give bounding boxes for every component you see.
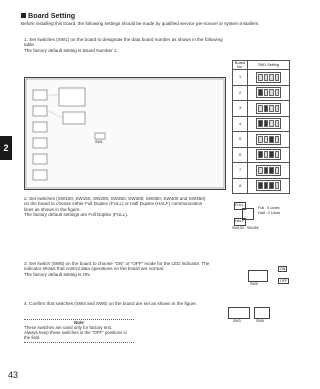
sw6-switch — [254, 307, 270, 319]
duplex-switch-figure — [232, 202, 294, 236]
sw3-sw6-figure — [228, 307, 278, 329]
board-number-table — [232, 60, 290, 194]
intro-text: Before installing this board, the following settings should be made by qualified service per-sonnel or system installers. — [21, 21, 260, 26]
row-board-no: 6 — [233, 147, 248, 163]
sw1-dip — [248, 147, 290, 163]
off-label: OFF — [280, 279, 287, 283]
sw5-switch — [248, 270, 268, 282]
on-label: ON — [280, 267, 286, 271]
sw3-switch — [228, 307, 250, 319]
row-board-no: 3 — [233, 101, 248, 117]
sw6-caption: SW6 — [256, 319, 264, 323]
note-line: Always keep these switches in the "OFF" positions in the field. — [24, 330, 127, 340]
full-label: FULL — [234, 202, 246, 210]
sw1-dip — [248, 163, 290, 179]
sw1-dip — [248, 116, 290, 132]
duplex-legend: Full : 4 Lines Half : 2 Lines — [258, 206, 281, 215]
row-board-no: 4 — [233, 116, 248, 132]
sw1-dip — [248, 70, 290, 86]
half-label: HALF — [234, 218, 246, 226]
page-number: 43 — [8, 370, 19, 380]
sw1-dip — [248, 178, 290, 194]
note-title: Note — [24, 319, 134, 325]
duplex-caption: SW100 - SW450 — [232, 226, 259, 230]
step-3: 3. Set switch (SW5) on the board to choose "ON" or "OFF" mode for the LED indicator. The indicator shows that control data operations on the board are normal. The factory default setting is ON. — [24, 261, 210, 277]
step-1: 1. Set switches (SW1) on the board to designate the data board number as shown in the following table. The factory default setting is Board Number 1. — [24, 37, 223, 53]
row-board-no: 1 — [233, 70, 248, 86]
step-4: 4. Confirm that switches (SW3 and SW6) on the board are set as shown in the figure. — [24, 301, 198, 306]
sw1-label: SW1 — [95, 140, 103, 144]
board-diagram — [24, 77, 226, 190]
sw3-caption: SW3 — [233, 319, 241, 323]
note-line: These switches are used only for factory test. — [24, 325, 113, 330]
section-heading: Board Setting — [21, 11, 75, 20]
sw1-dip — [248, 132, 290, 148]
row-board-no: 7 — [233, 163, 248, 179]
row-board-no: 5 — [233, 132, 248, 148]
sw5-caption: SW5 — [250, 282, 258, 286]
step-2: 2. Set switches (SW100, SW150, SW200, SW250, SW300, SW350, SW400 and SW450) on the board to choose either Full Duplex (FULL) or Half Duplex (HALF) communication lines as shown in the figure. The factory default settings are Full Duplex (FULL). — [24, 196, 206, 218]
sw1-dip — [248, 101, 290, 117]
sw1-dip — [248, 85, 290, 101]
note-box — [24, 319, 134, 343]
sw5-figure — [246, 264, 292, 294]
chapter-tab: 2 — [0, 136, 12, 160]
table-header-board-no: Board No. — [233, 61, 248, 70]
board-drawing — [25, 78, 225, 189]
table-header-sw1: SW1 Setting — [248, 61, 290, 70]
row-board-no: 8 — [233, 178, 248, 194]
square-bullet-icon — [21, 13, 26, 18]
row-board-no: 2 — [233, 85, 248, 101]
